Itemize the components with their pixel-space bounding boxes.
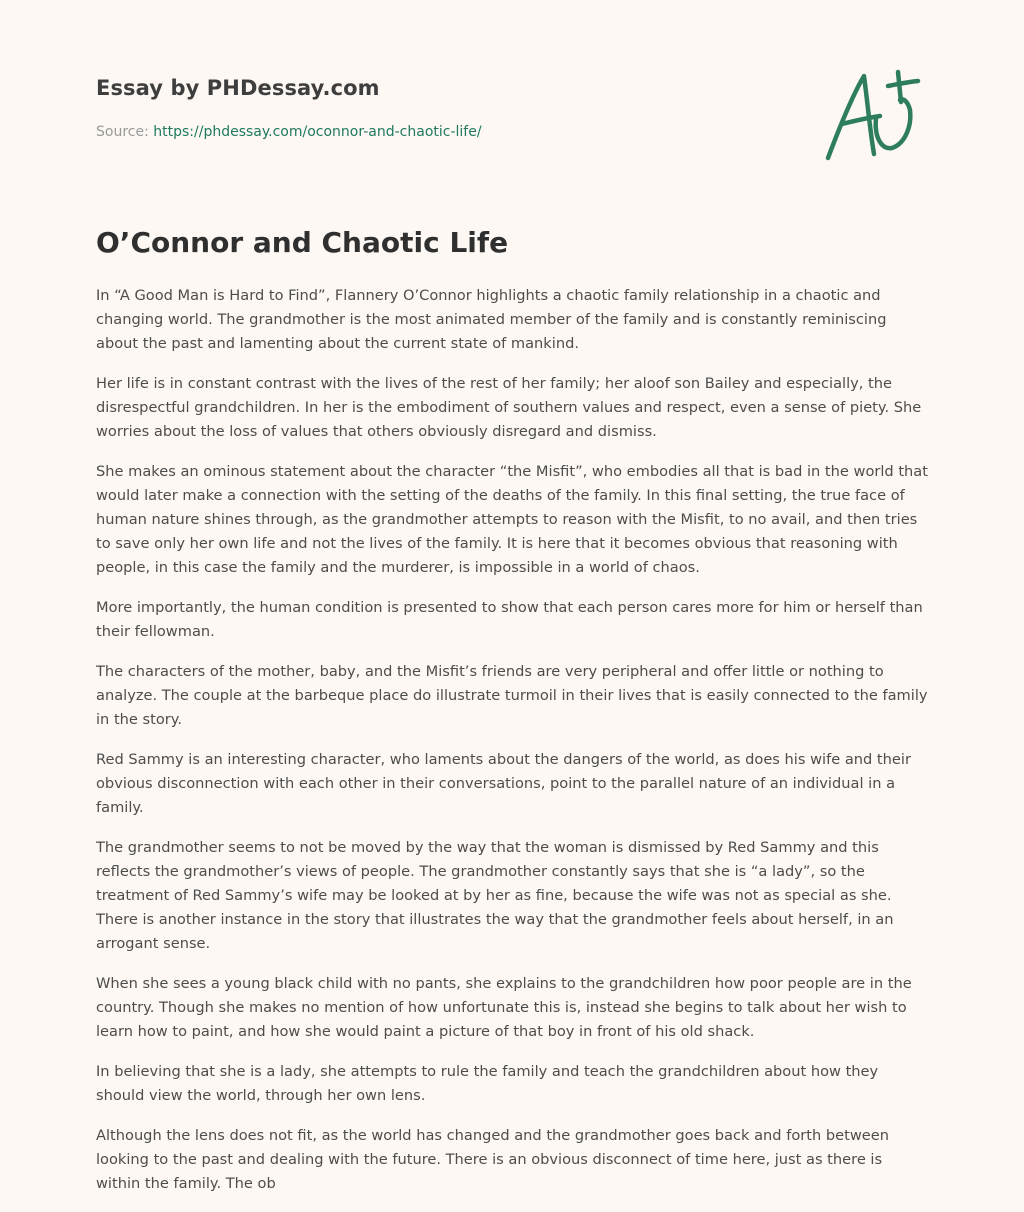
source-line	[96, 124, 482, 140]
a-plus-logo-icon	[820, 66, 930, 166]
paragraph: Although the lens does not fit, as the world has changed and the grandmother goes back and forth between looking to the past and dealing with the future. There is an obvious disconnect of time here, just as there is within the family. The ob	[96, 1127, 889, 1192]
paragraph: The characters of the mother, baby, and the Misfit’s friends are very peripheral and offer little or nothing to analyze. The couple at the barbeque place do illustrate turmoil in their lives that is easily connected to the family in the story.	[96, 663, 928, 728]
paragraph: She makes an ominous statement about the character “the Misfit”, who embodies all that is bad in the world that would later make a connection with the setting of the deaths of the family. In this final setting, the true face of human nature shines through, as the grandmother attempts to reason with the Misfit, to no avail, and then tries to save only her own life and not the lives of the family. It is here that it becomes obvious that reasoning with people, in this case the family and the murderer, is impossible in a world of chaos.	[96, 463, 928, 576]
paragraph: In “A Good Man is Hard to Find”, Flannery O’Connor highlights a chaotic family relationship in a chaotic and changing world. The grandmother is the most animated member of the family and is constantly reminiscing about the past and lamenting about the current state of mankind.	[96, 287, 887, 352]
paragraph: Her life is in constant contrast with the lives of the rest of her family; her aloof son Bailey and especially, the disrespectful grandchildren. In her is the embodiment of southern values and respect, even a sense of piety. She worries about the loss of values that others obviously disregard and dismiss.	[96, 375, 922, 440]
source-label: Source:	[96, 124, 154, 140]
source-link[interactable]: https://phdessay.com/oconnor-and-chaotic-life/	[153, 124, 482, 140]
paragraph: In believing that she is a lady, she attempts to rule the family and teach the grandchildren about how they should view the world, through her own lens.	[96, 1063, 879, 1104]
site-brand: Essay by PHDessay.com	[96, 76, 380, 100]
paragraph: The grandmother seems to not be moved by the way that the woman is dismissed by Red Sammy and this reflects the grandmother’s views of people. The grandmother constantly says that she is “a lady”, so the treatment of Red Sammy’s wife may be looked at by her as fine, because the wife was not as special as she. There is another instance in the story that illustrates the way that the grandmother feels about herself, in an arrogant sense.	[96, 839, 894, 952]
paragraph: More importantly, the human condition is presented to show that each person cares more for him or herself than their fellowman.	[96, 599, 923, 640]
essay-title: O’Connor and Chaotic Life	[96, 226, 509, 259]
paragraph: When she sees a young black child with no pants, she explains to the grandchildren how poor people are in the country. Though she makes no mention of how unfortunate this is, instead she begins to talk about her wish to learn how to paint, and how she would paint a picture of that boy in front of his old shack.	[96, 975, 912, 1040]
paragraph: Red Sammy is an interesting character, who laments about the dangers of the world, as does his wife and their obvious disconnection with each other in their conversations, point to the parallel nature of an individual in a family.	[96, 751, 911, 816]
essay-body	[96, 284, 928, 1212]
